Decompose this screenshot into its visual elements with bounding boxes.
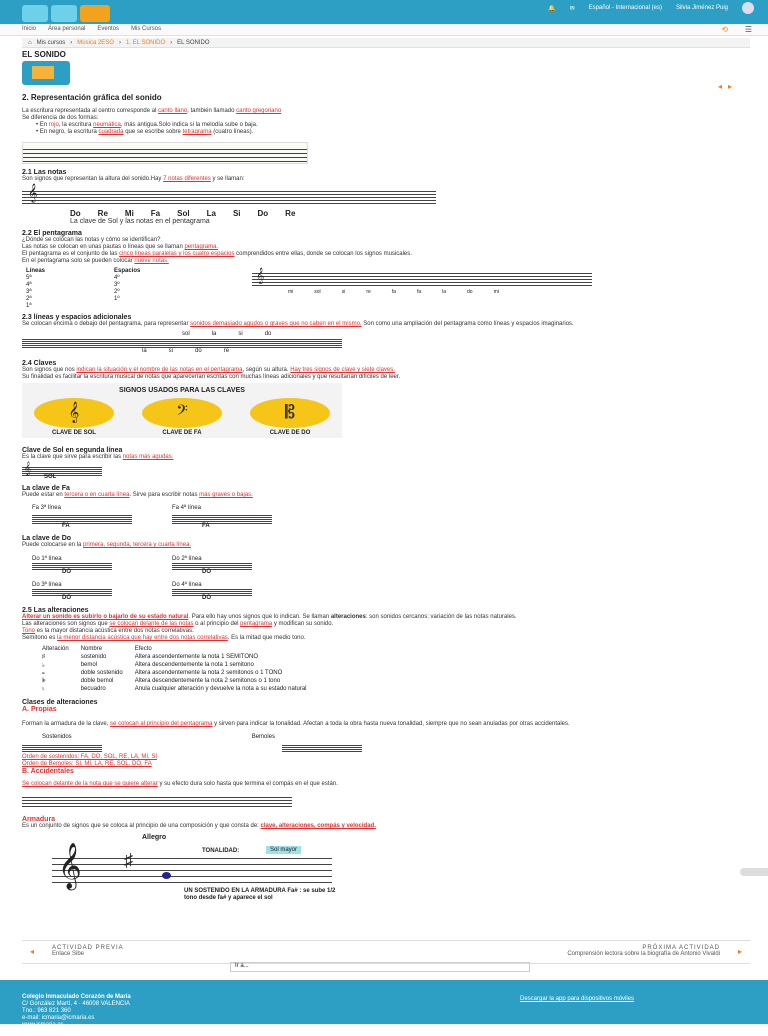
activity-navigation [22,940,750,964]
bullet-square: • En negro, la escritura cuadrada que se escribe sobre tetragrama (cuatro líneas). [36,129,254,135]
alterations-heading: 2.5 Las alteraciones [22,607,89,614]
notes-heading: 2.1 Las notas [22,169,67,176]
bass-clef-icon: 𝄢 [176,402,188,422]
sharps-order: Orden de sostenidos: FA, DO, SOL, RE, LA, MI, SI [22,754,158,760]
nav-dashboard[interactable]: Área personal [48,26,86,32]
staff-notes-image: 𝄞 mi sol si re fa fa la do mi [252,267,592,301]
staff-heading: 2.2 El pentagrama [22,230,82,237]
table-row: ♮ becuadro Anula cualquier alteración y devuelve la nota a su estado natural [42,686,307,693]
footer-email[interactable]: e-mail: icmaria@icmaria.es [22,1015,95,1021]
prev-arrow-icon[interactable]: ◂ [30,947,35,956]
intro-forms: Se diferencia de dos formas: [22,115,99,121]
next-activity-link[interactable]: PRÓXIMA ACTIVIDAD Comprensión lectora sobre la biografía de Antonio Vivaldi [567,945,720,957]
messages-icon[interactable]: ✉ [569,5,575,12]
menu-icon[interactable]: ☰ [744,25,752,34]
own-alterations-text: Forman la armadura de la clave, se colocan al principio del pentagrama y sirven para indicar la tonalidad. Afectan a toda la obra hasta nueva tonalidad, siempre que no sean anuladas por otras accidentales. [22,721,570,727]
do-clef-text: Puede colocarse en la primera, segunda, tercera y cuarta línea. [22,542,192,548]
user-name[interactable]: Silvia Jiménez Puig [675,5,728,11]
clef-signs-image: SIGNOS USADOS PARA LAS CLAVES 𝄞 CLAVE DE SOL 𝄢 CLAVE DE FA 𝄡 CLAVE DE DO [22,383,342,438]
notes-text: Son signos que representan la altura del sonido.Hay 7 notas diferentes y se llaman: [22,176,245,182]
nav-events[interactable]: Eventos [97,26,120,32]
footer-web[interactable]: www.icmaria.es [22,1022,64,1028]
nav-bar [0,24,768,36]
alterations-text2: Las alteraciones son signos que se colocan delante de las notas o al principio del pentagrama y modifican su sonido. [22,621,334,627]
clefs-text1: Son signos que nos indican la situación y el nombre de las notas en el pentagrama, según su altura. Hay tres signos de clave y siete claves. [22,367,395,373]
ledger-heading: 2.3 líneas y espacios adicionales [22,314,132,321]
breadcrumb-item[interactable]: Mis cursos [36,40,66,46]
breadcrumb-item: EL SONIDO [177,40,210,46]
alterations-table: Alteración Nombre Efecto ♯ sostenido Altera ascendentemente la nota 1 SEMITONO ♭ bemol Altera descendentemente la nota 1 semitono 𝄪 doble sostenido Altera ascendentemente la nota 2 semitonos o 1 TONO 𝄫 doble bemol Altera descendentemente la nota 2 semitonos o 1 tono ♮ becuadro Anula cualquier alteración y devuelve la nota a su estado natural [36,646,313,694]
staff-line3: En el pentagrama solo se pueden colocar nueve notas. [22,258,169,264]
next-arrow-icon[interactable]: ▸ [737,947,742,956]
bullet-neumatic: • En rojo, la escritura neumática, más antigua.Solo indica si la melodía sube o baja. [36,122,258,128]
language-selector[interactable]: Español - Internacional (es) [588,5,662,11]
key-signature-text: Es un conjunto de signos que se coloca al principio de una composición y que consta de: clave, alteraciones, compás y velocidad. [22,823,376,829]
treble-clef-icon: 𝄞 [58,844,82,888]
page-content [22,90,742,914]
clefs-text2: Su finalidad es facilitar la escritura musical de notas que aparecerían escritas con muchas líneas adicionales y que resultarían difíciles de leer. [22,374,401,380]
sol-clef-heading: Clave de Sol en segunda línea [22,447,123,454]
note-fa-sharp [162,872,171,879]
footer-social[interactable]: @icmaria [22,1029,48,1035]
footer-phone: Tno.: 963 821 360 [22,1008,71,1014]
cart-icon[interactable]: ⟲ [721,25,728,34]
footer-school: Colegio Inmaculado Corazón de María [22,994,131,1000]
table-row: ♯ sostenido Altera ascendentemente la nota 1 SEMITONO [42,654,259,660]
do-clef-heading: La clave de Do [22,535,72,542]
armadura-example-image: Allegro TONALIDAD: Sol mayor 𝄞 ♯ UN SOSTENIDO EN LA ARMADURA Fa# : se sube 1/2 tono desde fa# y aparece el sol [52,834,332,914]
key-signature-heading: Armadura [22,816,56,823]
table-row: ♭ bemol Altera descendentemente la nota 1 semitono [42,662,254,669]
gregorian-chant-image [22,142,308,164]
jump-to-select[interactable]: Ir a... [230,962,530,972]
staff-line2: El pentagrama es el conjunto de las cinco líneas paralelas y los cuatro espacios comprendidos entre ellas, donde se colocan los signos musicales. [22,251,412,257]
side-drawer-toggle[interactable] [740,868,768,876]
treble-clef-icon: 𝄞 [28,185,38,202]
top-bar [0,0,768,24]
clefs-heading: 2.4 Claves [22,360,57,367]
site-logo[interactable] [22,5,152,22]
flats-order: Orden de Bemoles: SI, MI, LA, RE, SOL, DO, FA [22,761,152,767]
mobile-app-link[interactable]: Descargar la app para dispositivos móviles [520,996,635,1002]
do-clef-examples: Do 1ª línea DO Do 2ª línea DO Do 3ª línea DO Do 4ª línea DO [22,555,742,601]
accidentals-staff [22,794,292,810]
sol-clef-text: Es la clave que sirve para escribir las notas más agudas. [22,454,174,460]
footer-address: C/ González Martí, 4 · 46008 VALENCIA [22,1001,130,1007]
page-title: EL SONIDO [22,50,66,59]
accidentals-heading: B. Accidentales [22,768,74,775]
fa-clef-heading: La clave de Fa [22,485,70,492]
accidentals-text: Se colocan delante de la nota que se quiere alterar y su efecto dura solo hasta que termina el compás en el que están. [22,781,338,787]
prev-activity-link[interactable]: ACTIVIDAD PREVIA Enlace Sibe [52,945,124,957]
fa-clef-examples: Fa 3ª línea FA Fa 4ª línea FA [22,505,742,529]
intro-paragraph: La escritura representada al centro corresponde al canto llano, también llamado canto gregoriano [22,108,282,114]
ledger-lines-image: sol la si do la si do re [22,331,342,355]
notes-caption: La clave de Sol y las notas en el pentagrama [70,218,210,225]
alterations-text4: Semitono es la menor distancia acústica que hay entre dos notas correlativas. Es la mitad que medio tono. [22,635,306,641]
avatar[interactable] [742,2,754,14]
section-title: 2. Representación gráfica del sonido [22,93,162,102]
alterations-text3: Tono es la mayor distancia acústica entre dos notas correlativas. [22,628,194,634]
sol-clef-staff: 𝄞 SOL [22,464,102,480]
staff-question: ¿Dónde se colocan las notas y cómo se identifican? [22,237,161,243]
alterations-text1: Alterar un sonido es subirlo o bajarlo de su estado natural. Para ello hay unos signos que lo indican. Se llaman alteraciones: son sonidos cercanos: variación de las notas naturales. [22,614,517,620]
note-names: Do Re Mi Fa Sol La Si Do Re [70,209,296,218]
home-icon[interactable]: ⌂ [28,40,32,46]
treble-clef-icon: 𝄞 [68,402,80,422]
alto-clef-icon: 𝄡 [284,402,296,422]
breadcrumb-item[interactable]: 1. EL SONIDO [125,40,166,46]
page-nav-arrows[interactable]: ◂▸ [717,82,738,91]
notifications-icon[interactable]: 🔔 [548,5,556,12]
staff-line1: Las notas se colocan en unas pautas o líneas que se llaman pentagrama. [22,244,219,250]
table-row: 𝄪 doble sostenido Altera ascendentemente la nota 2 semitonos o 1 TONO [42,670,283,676]
own-alterations-heading: A. Propias [22,706,57,713]
breadcrumb-item[interactable]: Música 2ESO [77,40,114,46]
nav-my-courses[interactable]: Mis Cursos [131,26,162,32]
sharp-icon: ♯ [124,850,133,870]
page-resource-icon [22,61,70,85]
ledger-text: Se colocan encima o debajo del pentagrama, para representar sonidos demasiado agudos o graves que no caben en el mismo. Son como una ampliación del pentagrama como líneas y espacios imaginarios. [22,321,574,327]
key-signature-staves [22,742,742,754]
nav-home[interactable]: Inicio [22,26,37,32]
key-signature-labels: Sostenidos Bemoles [42,734,276,740]
fa-clef-text: Puede estar en tercera o en cuarta línea. Sirve para escribir notas más graves o bajas. [22,492,253,498]
site-footer [0,980,768,1035]
alteration-classes-heading: Clases de alteraciones [22,699,98,706]
lines-spaces-table: Líneas Espacios 5ª 4º 4ª 3º 3ª 2º 2ª 1º 1ª [26,267,141,309]
breadcrumb: ⌂ Mis cursos › Música 2ESO › 1. EL SONIDO › EL SONIDO [22,38,750,48]
table-row: 𝄫 doble bemol Altera descendentemente la nota 2 semitonos o 1 tono [42,678,281,684]
notes-staff-image [22,187,436,209]
